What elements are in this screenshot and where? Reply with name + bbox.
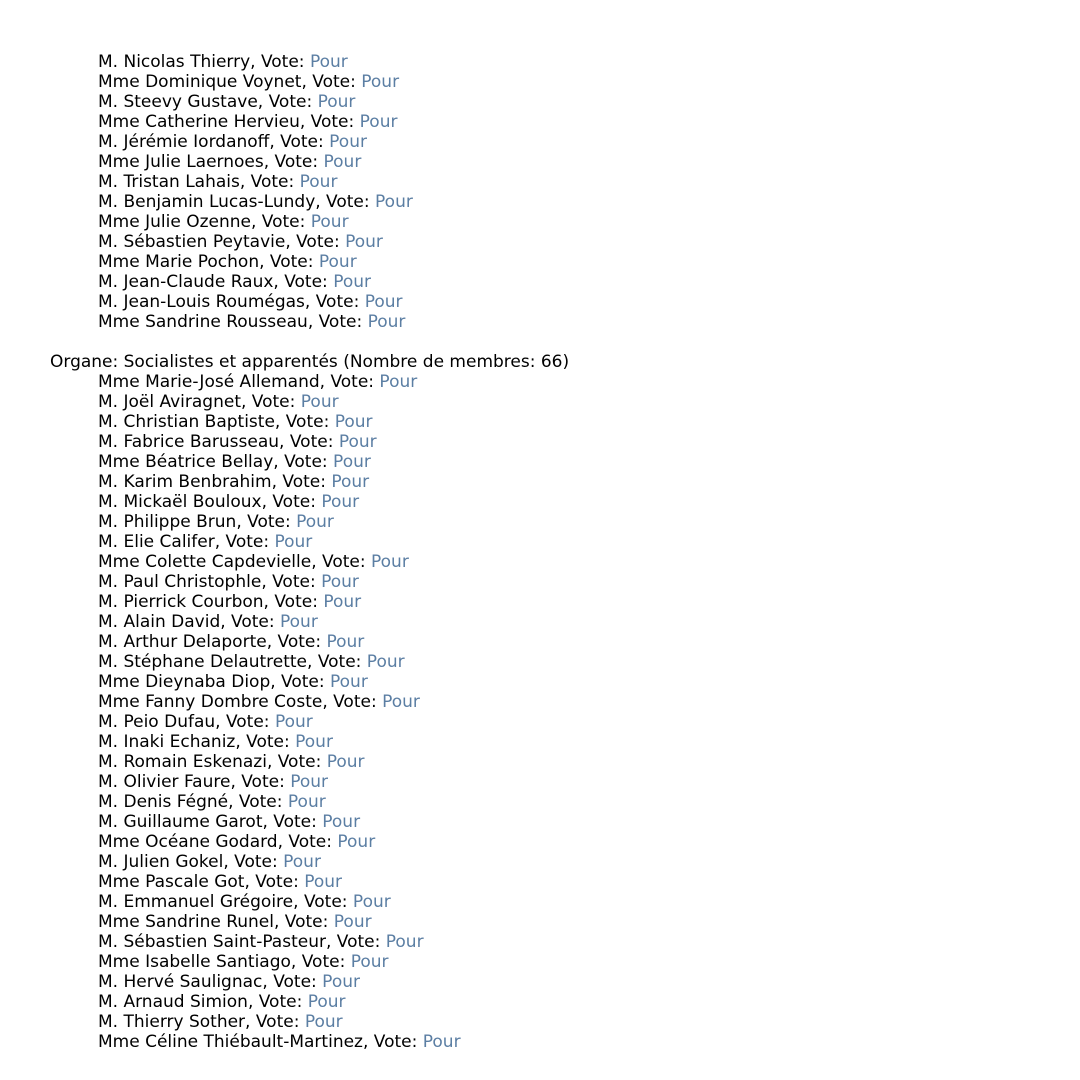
vote-label: , Vote:	[315, 192, 376, 212]
vote-value: Pour	[310, 212, 349, 232]
vote-label: , Vote:	[319, 372, 380, 392]
member-name: Mme Colette Capdevielle	[98, 552, 312, 572]
member-row	[0, 672, 1080, 692]
vote-label: , Vote:	[261, 492, 322, 512]
member-name: M. Steevy Gustave	[98, 92, 258, 112]
member-row	[0, 152, 1080, 172]
member-row	[0, 732, 1080, 752]
member-name: M. Mickaël Bouloux	[98, 492, 262, 512]
member-name: M. Guillaume Garot	[98, 812, 263, 832]
member-row	[0, 952, 1080, 972]
vote-label: , Vote:	[220, 612, 281, 632]
vote-value: Pour	[323, 592, 362, 612]
vote-label: , Vote:	[279, 432, 339, 452]
vote-value: Pour	[307, 992, 346, 1012]
vote-value: Pour	[367, 312, 406, 332]
member-name: M. Denis Fégné	[98, 792, 229, 812]
member-name: Mme Marie Pochon	[98, 252, 260, 272]
vote-value: Pour	[385, 932, 424, 952]
vote-label: , Vote:	[214, 532, 275, 552]
member-name: M. Arnaud Simion	[98, 992, 248, 1012]
member-row	[0, 512, 1080, 532]
member-row	[0, 712, 1080, 732]
member-name: M. Julien Gokel	[98, 852, 224, 872]
vote-value: Pour	[333, 272, 371, 292]
vote-value: Pour	[375, 192, 413, 212]
vote-value: Pour	[352, 892, 391, 912]
member-name: M. Tristan Lahais	[98, 172, 240, 192]
member-row	[0, 272, 1080, 292]
vote-label: , Vote:	[235, 732, 296, 752]
vote-label: , Vote:	[257, 92, 318, 112]
member-name: M. Romain Eskenazi	[98, 752, 267, 772]
vote-label: , Vote:	[263, 592, 324, 612]
vote-value: Pour	[379, 372, 418, 392]
member-row	[0, 492, 1080, 512]
member-name: Mme Fanny Dombre Coste	[98, 692, 323, 712]
member-row	[0, 52, 1080, 72]
organe-heading: Organe: Socialistes et apparentés (Nombre de membres: 66)	[50, 352, 570, 372]
vote-value: Pour	[296, 512, 334, 532]
member-name: M. Joël Aviragnet	[98, 392, 241, 412]
member-row	[0, 232, 1080, 252]
member-row	[0, 132, 1080, 152]
vote-label: , Vote:	[274, 912, 334, 932]
vote-value: Pour	[350, 952, 389, 972]
member-name: M. Arthur Delaporte	[98, 632, 267, 652]
member-row	[0, 852, 1080, 872]
vote-label: , Vote:	[269, 132, 330, 152]
vote-label: , Vote:	[266, 632, 327, 652]
vote-value: Pour	[326, 752, 365, 772]
member-name: Mme Catherine Hervieu	[98, 112, 300, 132]
member-name: M. Karim Benbrahim	[98, 472, 272, 492]
vote-label: , Vote:	[271, 472, 332, 492]
vote-label: , Vote:	[304, 292, 365, 312]
vote-label: , Vote:	[274, 412, 335, 432]
member-name: Mme Béatrice Bellay	[98, 452, 274, 472]
member-row	[0, 892, 1080, 912]
member-name: M. Olivier Faure	[98, 772, 231, 792]
member-name: Mme Isabelle Santiago	[98, 952, 291, 972]
member-name: M. Jean-Claude Raux	[98, 272, 274, 292]
member-row	[0, 432, 1080, 452]
vote-value: Pour	[274, 532, 313, 552]
member-row	[0, 832, 1080, 852]
member-row	[0, 172, 1080, 192]
member-name: M. Jean-Louis Roumégas	[98, 292, 305, 312]
group-spacer	[0, 332, 1080, 352]
vote-value: Pour	[323, 152, 362, 172]
member-name: Mme Sandrine Rousseau	[98, 312, 308, 332]
member-row	[0, 992, 1080, 1012]
member-row	[0, 592, 1080, 612]
vote-value: Pour	[280, 612, 318, 632]
member-row	[0, 392, 1080, 412]
vote-value: Pour	[274, 712, 313, 732]
vote-value: Pour	[322, 972, 360, 992]
vote-value: Pour	[326, 632, 365, 652]
vote-value: Pour	[334, 412, 373, 432]
vote-label: , Vote:	[261, 572, 322, 592]
member-name: M. Paul Christophle	[98, 572, 262, 592]
vote-value: Pour	[304, 872, 343, 892]
vote-value: Pour	[331, 472, 370, 492]
vote-label: , Vote:	[290, 952, 351, 972]
member-row	[0, 192, 1080, 212]
vote-label: , Vote:	[285, 232, 346, 252]
vote-value: Pour	[309, 52, 348, 72]
member-row	[0, 872, 1080, 892]
member-name: M. Alain David	[98, 612, 221, 632]
member-name: M. Stéphane Delautrette	[98, 652, 308, 672]
member-row	[0, 292, 1080, 312]
vote-label: , Vote:	[322, 692, 383, 712]
vote-label: , Vote:	[239, 172, 300, 192]
vote-value: Pour	[321, 492, 360, 512]
member-name: M. Peio Dufau	[98, 712, 216, 732]
member-name: Mme Sandrine Runel	[98, 912, 274, 932]
member-row	[0, 932, 1080, 952]
vote-value: Pour	[318, 252, 357, 272]
member-name: Mme Pascale Got	[98, 872, 245, 892]
vote-label: , Vote:	[277, 832, 338, 852]
member-list-ecologiste	[0, 52, 1080, 332]
vote-label: , Vote:	[273, 452, 334, 472]
member-name: M. Fabrice Barusseau	[98, 432, 280, 452]
member-name: Mme Dominique Voynet	[98, 72, 302, 92]
member-row	[0, 92, 1080, 112]
vote-value: Pour	[345, 232, 383, 252]
vote-value: Pour	[382, 692, 420, 712]
member-row	[0, 812, 1080, 832]
member-row	[0, 572, 1080, 592]
member-name: M. Emmanuel Grégoire	[98, 892, 294, 912]
vote-label: , Vote:	[263, 152, 324, 172]
vote-label: , Vote:	[250, 52, 310, 72]
member-row	[0, 1012, 1080, 1032]
vote-label: , Vote:	[262, 972, 323, 992]
vote-value: Pour	[304, 1012, 343, 1032]
member-name: Mme Dieynaba Diop	[98, 672, 271, 692]
member-row	[0, 112, 1080, 132]
member-row	[0, 632, 1080, 652]
vote-value: Pour	[364, 292, 403, 312]
vote-value: Pour	[290, 772, 329, 792]
vote-value: Pour	[330, 672, 368, 692]
vote-label: , Vote:	[223, 852, 284, 872]
member-name: M. Pierrick Courbon	[98, 592, 264, 612]
member-name: M. Philippe Brun	[98, 512, 237, 532]
vote-value: Pour	[295, 732, 333, 752]
vote-value: Pour	[299, 172, 338, 192]
vote-value: Pour	[317, 92, 356, 112]
vote-value: Pour	[359, 112, 398, 132]
vote-value: Pour	[322, 812, 361, 832]
vote-value: Pour	[287, 792, 326, 812]
vote-label: , Vote:	[245, 1012, 305, 1032]
vote-label: , Vote:	[259, 252, 319, 272]
vote-label: , Vote:	[247, 992, 308, 1012]
member-name: M. Inaki Echaniz	[98, 732, 236, 752]
vote-value: Pour	[371, 552, 409, 572]
vote-label: , Vote:	[307, 652, 367, 672]
member-row	[0, 772, 1080, 792]
vote-label: , Vote:	[266, 752, 327, 772]
vote-label: , Vote:	[236, 512, 297, 532]
member-name: Mme Julie Laernoes	[98, 152, 264, 172]
vote-value: Pour	[283, 852, 321, 872]
vote-label: , Vote:	[270, 672, 331, 692]
member-row	[0, 652, 1080, 672]
member-name: M. Sébastien Peytavie	[98, 232, 286, 252]
vote-label: , Vote:	[241, 392, 301, 412]
member-row	[0, 472, 1080, 492]
vote-value: Pour	[329, 132, 367, 152]
member-row	[0, 72, 1080, 92]
member-row	[0, 612, 1080, 632]
vote-label: , Vote:	[301, 72, 362, 92]
member-row	[0, 552, 1080, 572]
member-row	[0, 532, 1080, 552]
vote-label: , Vote:	[250, 212, 311, 232]
vote-label: , Vote:	[362, 1032, 423, 1052]
vote-label: , Vote:	[325, 932, 386, 952]
vote-value: Pour	[361, 72, 400, 92]
member-name: M. Sébastien Saint-Pasteur	[98, 932, 326, 952]
member-row	[0, 912, 1080, 932]
vote-label: , Vote:	[215, 712, 275, 732]
member-name: M. Jérémie Iordanoff	[98, 132, 270, 152]
vote-label: , Vote:	[307, 312, 368, 332]
vote-value: Pour	[337, 832, 376, 852]
vote-label: , Vote:	[293, 892, 353, 912]
member-name: M. Thierry Sother	[98, 1012, 246, 1032]
member-row	[0, 252, 1080, 272]
vote-value: Pour	[321, 572, 359, 592]
member-name: Mme Océane Godard	[98, 832, 278, 852]
member-list-socialistes	[0, 372, 1080, 1052]
member-row	[0, 412, 1080, 432]
member-name: M. Christian Baptiste	[98, 412, 275, 432]
vote-value: Pour	[338, 432, 377, 452]
member-row	[0, 372, 1080, 392]
member-name: M. Elie Califer	[98, 532, 215, 552]
member-row	[0, 212, 1080, 232]
member-name: M. Nicolas Thierry	[98, 52, 251, 72]
member-name: M. Hervé Saulignac	[98, 972, 263, 992]
member-name: Mme Julie Ozenne	[98, 212, 251, 232]
vote-value: Pour	[422, 1032, 461, 1052]
member-name: M. Benjamin Lucas-Lundy	[98, 192, 316, 212]
vote-label: , Vote:	[311, 552, 371, 572]
vote-label: , Vote:	[273, 272, 334, 292]
vote-label: , Vote:	[230, 772, 291, 792]
vote-label: , Vote:	[299, 112, 360, 132]
member-name: Mme Céline Thiébault-Martinez	[98, 1032, 363, 1052]
member-row	[0, 1032, 1080, 1052]
member-row	[0, 752, 1080, 772]
member-row	[0, 692, 1080, 712]
member-row	[0, 312, 1080, 332]
member-row	[0, 792, 1080, 812]
member-row	[0, 972, 1080, 992]
member-name: Mme Marie-José Allemand	[98, 372, 320, 392]
vote-value: Pour	[333, 452, 371, 472]
vote-value: Pour	[366, 652, 405, 672]
vote-value: Pour	[300, 392, 339, 412]
vote-value: Pour	[333, 912, 372, 932]
member-row	[0, 452, 1080, 472]
vote-label: , Vote:	[228, 792, 288, 812]
vote-label: , Vote:	[244, 872, 305, 892]
vote-label: , Vote:	[262, 812, 323, 832]
